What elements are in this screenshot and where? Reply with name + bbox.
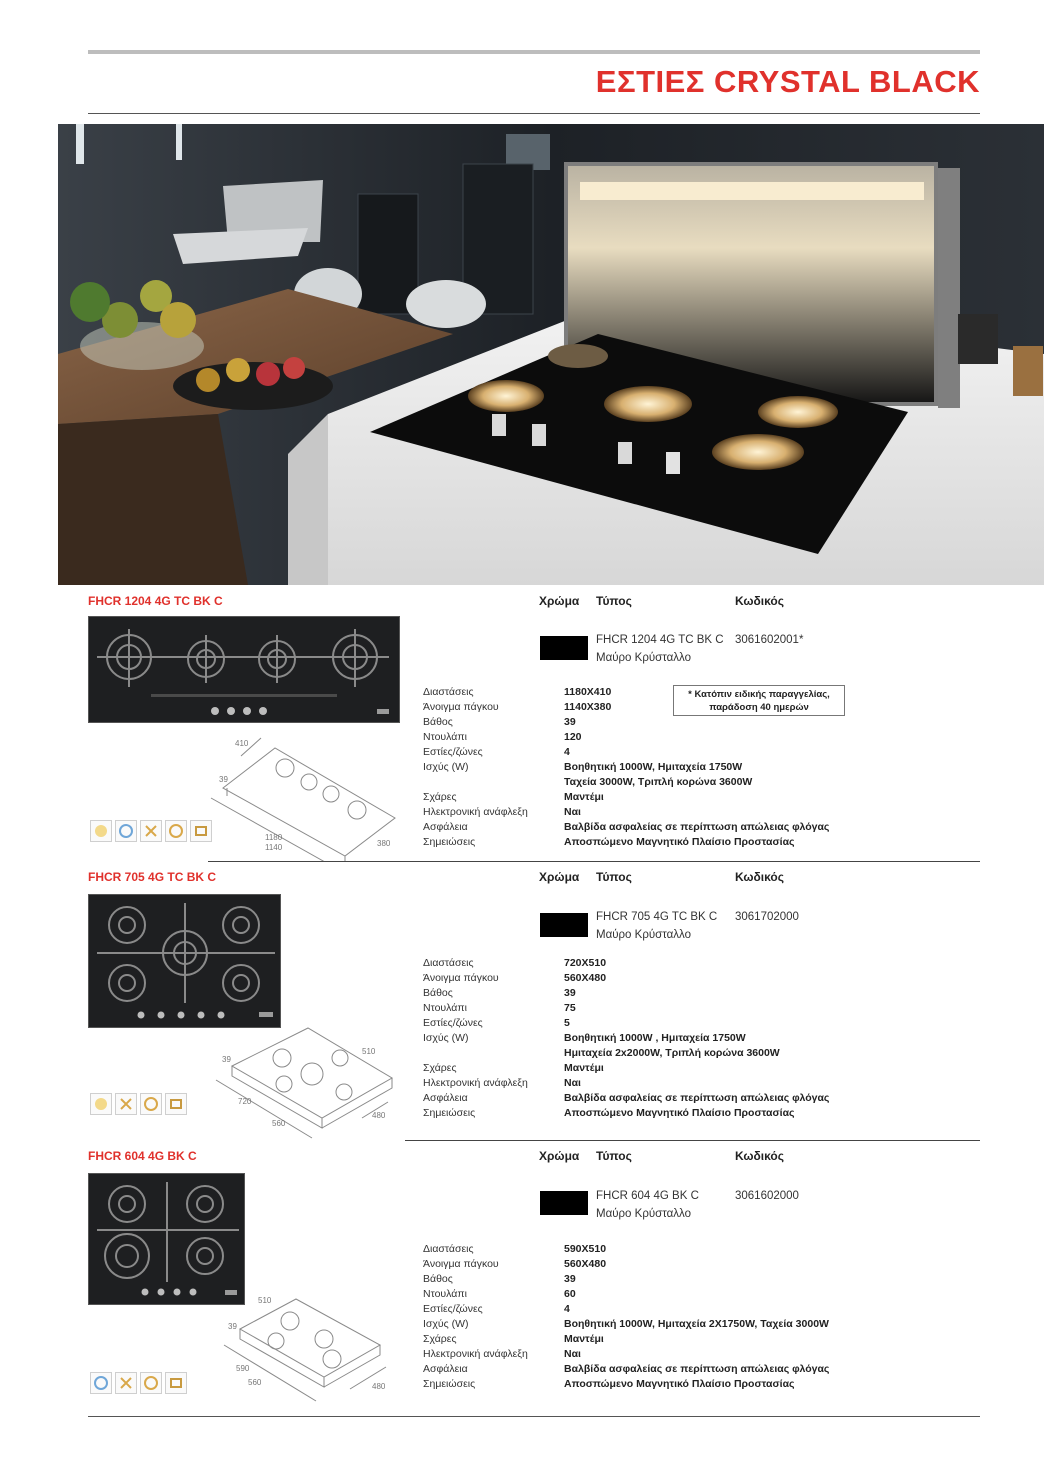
spec-label: Σημειώσεις	[423, 836, 476, 848]
spec-label: Ηλεκτρονική ανάφλεξη	[423, 1077, 528, 1089]
spec-label: Ασφάλεια	[423, 1363, 468, 1375]
spec-label: Ασφάλεια	[423, 1092, 468, 1104]
grid-icon	[115, 1093, 137, 1115]
spec-value: Μαντέμι	[564, 791, 604, 803]
dim-label: 39	[228, 1322, 237, 1331]
spec-value: 75	[564, 1002, 576, 1014]
dim-label: 560	[272, 1119, 286, 1128]
dimension-drawing	[205, 728, 405, 862]
section-divider	[208, 861, 980, 862]
spec-label: Ασφάλεια	[423, 821, 468, 833]
spec-value: Βοηθητική 1000W, Ημιταχεία 2X1750W, Ταχεία 3000W	[564, 1318, 829, 1330]
color-swatch	[540, 913, 588, 937]
type-model: FHCR 604 4G BK C	[596, 1190, 699, 1202]
type-description: Μαύρο Κρύσταλλο	[596, 652, 691, 664]
grid-icon	[115, 1372, 137, 1394]
bottom-rule	[88, 1416, 980, 1417]
spec-label: Ντουλάπι	[423, 731, 467, 743]
dim-label: 1140	[265, 843, 283, 852]
dim-label: 560	[248, 1378, 262, 1387]
product-name: FHCR 705 4G TC BK C	[88, 870, 217, 884]
spec-value: 39	[564, 1273, 576, 1285]
safety-valve-icon	[165, 1372, 187, 1394]
spec-value: 720X510	[564, 957, 607, 969]
technical-drawing	[220, 1289, 400, 1409]
dim-label: 1180	[265, 833, 283, 842]
spec-label: Σχάρες	[423, 791, 457, 803]
burner-icon	[90, 1372, 112, 1394]
dim-label: 380	[377, 839, 391, 848]
dim-label: 39	[219, 775, 228, 784]
header-code: Κωδικός	[735, 870, 785, 884]
header-type: Τύπος	[596, 594, 632, 608]
product-name: FHCR 604 4G BK C	[88, 1149, 197, 1163]
spec-label: Άνοιγμα πάγκου	[423, 701, 499, 713]
product-code: 3061602000	[735, 1190, 799, 1202]
color-swatch	[540, 1191, 588, 1215]
dim-label: 510	[258, 1296, 272, 1305]
spec-value: Αποσπώμενο Μαγνητικό Πλαίσιο Προστασίας	[564, 1107, 795, 1119]
spec-value: 39	[564, 716, 576, 728]
technical-drawing	[205, 728, 405, 862]
spec-value: Μαντέμι	[564, 1062, 604, 1074]
dim-label: 590	[236, 1364, 250, 1373]
spec-value: 60	[564, 1288, 576, 1300]
spec-value: 590X510	[564, 1243, 607, 1255]
spec-label: Βάθος	[423, 716, 453, 728]
cooktop-photo-illustration	[89, 895, 281, 1028]
dim-label: 480	[372, 1382, 386, 1391]
dimension-drawing	[220, 1289, 400, 1409]
spec-label: Εστίες/ζώνες	[423, 746, 483, 758]
spec-value: Βοηθητική 1000W , Ημιταχεία 1750W	[564, 1032, 746, 1044]
spec-value: Βαλβίδα ασφαλείας σε περίπτωση απώλειας φλόγας	[564, 1092, 830, 1104]
safety-valve-icon	[165, 1093, 187, 1115]
type-model: FHCR 705 4G TC BK C	[596, 911, 718, 923]
spec-value: 1180X410	[564, 686, 612, 698]
header-code: Κωδικός	[735, 594, 785, 608]
feature-icons	[90, 1093, 187, 1115]
dim-label: 720	[238, 1097, 252, 1106]
dim-label: 39	[222, 1055, 231, 1064]
spec-value: Ναι	[564, 806, 581, 818]
header-code: Κωδικός	[735, 1149, 785, 1163]
spec-label: Διαστάσεις	[423, 1243, 474, 1255]
burner-icon	[115, 820, 137, 842]
spec-label: Βάθος	[423, 987, 453, 999]
spec-value: Βαλβίδα ασφαλείας σε περίπτωση απώλειας φλόγας	[564, 821, 830, 833]
spec-label: Διαστάσεις	[423, 957, 474, 969]
product-code: 3061702000	[735, 911, 799, 923]
product-photo	[88, 1173, 245, 1305]
spec-value: 1140X380	[564, 701, 612, 713]
page-title: ΕΣΤΙΕΣ CRYSTAL BLACK	[595, 64, 980, 99]
type-description: Μαύρο Κρύσταλλο	[596, 1208, 691, 1220]
spec-value: Βοηθητική 1000W, Ημιταχεία 1750W	[564, 761, 743, 773]
feature-icons	[90, 820, 212, 842]
spec-label: Σημειώσεις	[423, 1107, 476, 1119]
spec-label: Άνοιγμα πάγκου	[423, 972, 499, 984]
ring-icon	[140, 1372, 162, 1394]
spec-value: 120	[564, 731, 582, 743]
note-line: παράδοση 40 ημερών	[709, 702, 809, 713]
hero-illustration	[58, 124, 1044, 585]
spec-value: Ναι	[564, 1077, 581, 1089]
header-type: Τύπος	[596, 870, 632, 884]
spec-value: 4	[564, 746, 570, 758]
ignition-icon	[90, 1093, 112, 1115]
product-photo	[88, 894, 281, 1028]
dim-label: 480	[372, 1111, 386, 1120]
spec-value: 560X480	[564, 1258, 607, 1270]
ring-icon	[140, 1093, 162, 1115]
hero-kitchen-photo	[58, 124, 1044, 585]
spec-label: Ισχύς (W)	[423, 1032, 469, 1044]
header-color: Χρώμα	[539, 870, 580, 884]
spec-value: 4	[564, 1303, 570, 1315]
special-order-note	[673, 685, 845, 716]
dim-label: 410	[235, 739, 249, 748]
spec-label: Ηλεκτρονική ανάφλεξη	[423, 806, 528, 818]
spec-label: Άνοιγμα πάγκου	[423, 1258, 499, 1270]
spec-value: Αποσπώμενο Μαγνητικό Πλαίσιο Προστασίας	[564, 1378, 795, 1390]
product-code: 3061602001*	[735, 634, 804, 646]
spec-value: Αποσπώμενο Μαγνητικό Πλαίσιο Προστασίας	[564, 836, 795, 848]
cooktop-photo-illustration	[89, 617, 400, 723]
note-line: * Κατόπιν ειδικής παραγγελίας,	[688, 689, 830, 700]
ring-icon	[165, 820, 187, 842]
product-name: FHCR 1204 4G TC BK C	[88, 594, 223, 608]
type-model: FHCR 1204 4G TC BK C	[596, 634, 724, 646]
header-type: Τύπος	[596, 1149, 632, 1163]
spec-value: Ναι	[564, 1348, 581, 1360]
spec-label: Διαστάσεις	[423, 686, 474, 698]
spec-label: Εστίες/ζώνες	[423, 1303, 483, 1315]
spec-label: Σχάρες	[423, 1333, 457, 1345]
spec-value: 39	[564, 987, 576, 999]
title-rule	[88, 113, 980, 114]
header-color: Χρώμα	[539, 594, 580, 608]
feature-icons	[90, 1372, 187, 1394]
spec-value: Ταχεία 3000W, Τριπλή κορώνα 3600W	[564, 776, 753, 788]
spec-value: Μαντέμι	[564, 1333, 604, 1345]
type-description: Μαύρο Κρύσταλλο	[596, 929, 691, 941]
spec-label: Ισχύς (W)	[423, 761, 469, 773]
dim-label: 510	[362, 1047, 376, 1056]
spec-value: Ημιταχεία 2x2000W, Τριπλή κορώνα 3600W	[564, 1047, 780, 1059]
header-color: Χρώμα	[539, 1149, 580, 1163]
spec-label: Ντουλάπι	[423, 1002, 467, 1014]
spec-label: Σημειώσεις	[423, 1378, 476, 1390]
dimension-drawing	[212, 1018, 402, 1146]
ignition-icon	[90, 820, 112, 842]
top-rule	[88, 50, 980, 54]
product-photo	[88, 616, 400, 723]
spec-value: 560X480	[564, 972, 607, 984]
spec-label: Σχάρες	[423, 1062, 457, 1074]
spec-label: Εστίες/ζώνες	[423, 1017, 483, 1029]
spec-label: Ισχύς (W)	[423, 1318, 469, 1330]
section-divider	[405, 1140, 980, 1141]
spec-label: Ντουλάπι	[423, 1288, 467, 1300]
spec-label: Ηλεκτρονική ανάφλεξη	[423, 1348, 528, 1360]
grid-icon	[140, 820, 162, 842]
spec-value: Βαλβίδα ασφαλείας σε περίπτωση απώλειας φλόγας	[564, 1363, 830, 1375]
spec-value: 5	[564, 1017, 570, 1029]
color-swatch	[540, 636, 588, 660]
technical-drawing	[212, 1018, 402, 1146]
safety-valve-icon	[190, 820, 212, 842]
cooktop-photo-illustration	[89, 1174, 245, 1305]
spec-label: Βάθος	[423, 1273, 453, 1285]
